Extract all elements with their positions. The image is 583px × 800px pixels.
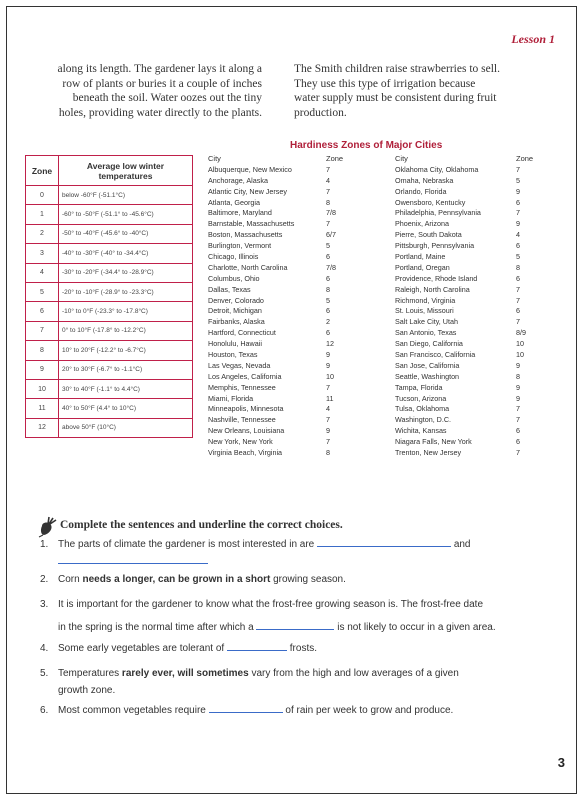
city-row: [208, 372, 368, 383]
city-zone: 6: [516, 273, 520, 283]
answer-blank-3[interactable]: [256, 621, 334, 630]
city-row: [208, 350, 368, 361]
city-zone: 7: [516, 295, 520, 305]
intro-text-right: The Smith children raise strawberries to sell. They use this type of irrigation because water supply must be consistent during fruit production.: [294, 63, 500, 119]
city-name: Columbus, Ohio: [208, 273, 260, 283]
city-name: Los Angeles, California: [208, 371, 282, 381]
city-name: Atlantic City, New Jersey: [208, 186, 287, 196]
city-zone: 6: [516, 306, 520, 316]
zone-number: 6: [26, 302, 59, 321]
city-zone: 2: [326, 317, 330, 327]
city-row: [395, 448, 565, 459]
city-name: Tulsa, Oklahoma: [395, 404, 450, 414]
city-row: [208, 404, 368, 415]
question-6: 6. Most common vegetables require of rain per week to grow and produce.: [40, 705, 454, 716]
city-name: Oklahoma City, Oklahoma: [395, 164, 479, 174]
city-row: [208, 383, 368, 394]
city-zone: 8: [326, 284, 330, 294]
city-row: [208, 176, 368, 187]
city-row: [208, 361, 368, 372]
city-name: San Antonio, Texas: [395, 328, 457, 338]
city-row: [208, 317, 368, 328]
city-zone: 4: [326, 175, 330, 185]
answer-blank-4[interactable]: [227, 642, 287, 651]
zone-number: 11: [26, 399, 59, 418]
question-2: 2. Corn needs a longer, can be grown in a short growing season.: [40, 574, 346, 585]
city-row: [395, 252, 565, 263]
city-list-header: City Zone: [395, 154, 534, 163]
city-name: Miami, Florida: [208, 393, 254, 403]
city-zone: 8: [516, 262, 520, 272]
city-row: [208, 165, 368, 176]
city-row: [208, 263, 368, 274]
zone-row: [26, 418, 193, 437]
city-name: Providence, Rhode Island: [395, 273, 478, 283]
city-zone: 7: [326, 415, 330, 425]
city-row: [208, 394, 368, 405]
zone-temperature: -10° to 0°F (-23.3° to -17.8°C): [59, 302, 193, 321]
city-row: [395, 187, 565, 198]
city-row: [395, 394, 565, 405]
question-1: 1. The parts of climate the gardener is most interested in are and: [40, 536, 560, 570]
city-zone: 4: [516, 230, 520, 240]
zone-number: 12: [26, 418, 59, 437]
city-zone: 8: [516, 371, 520, 381]
city-name: Atlanta, Georgia: [208, 197, 260, 207]
city-zone: 6: [516, 426, 520, 436]
city-name: Houston, Texas: [208, 350, 258, 360]
zone-temperature: -40° to -30°F (-40° to -34.4°C): [59, 244, 193, 263]
city-row: [395, 404, 565, 415]
city-row: [208, 187, 368, 198]
city-name: Charlotte, North Carolina: [208, 262, 288, 272]
city-row: [208, 339, 368, 350]
city-name: Barnstable, Massachusetts: [208, 219, 295, 229]
zone-temperature: 30° to 40°F (-1.1° to 4.4°C): [59, 379, 193, 398]
page-number: 3: [557, 755, 565, 770]
city-row: [395, 241, 565, 252]
city-row: [395, 230, 565, 241]
zone-temperature: above 50°F (10°C): [59, 418, 193, 437]
city-name: Detroit, Michigan: [208, 306, 262, 316]
city-name: St. Louis, Missouri: [395, 306, 454, 316]
city-name: Minneapolis, Minnesota: [208, 404, 284, 414]
city-row: [395, 317, 565, 328]
city-name: Fairbanks, Alaska: [208, 317, 265, 327]
zone-number: 2: [26, 224, 59, 243]
city-name: Burlington, Vermont: [208, 241, 272, 251]
city-name: Salt Lake City, Utah: [395, 317, 458, 327]
city-row: [395, 296, 565, 307]
city-row: [208, 285, 368, 296]
city-name: San Diego, California: [395, 339, 463, 349]
city-zone: 9: [516, 186, 520, 196]
city-zone: 10: [516, 350, 524, 360]
zone-temperature: -60° to -50°F (-51.1° to -45.6°C): [59, 205, 193, 224]
zone-row: [26, 379, 193, 398]
zone-row: [26, 321, 193, 340]
city-name: Trenton, New Jersey: [395, 448, 462, 458]
city-zone: 4: [326, 404, 330, 414]
city-zone: 12: [326, 339, 334, 349]
zone-row: [26, 399, 193, 418]
zone-temperature: 0° to 10°F (-17.8° to -12.2°C): [59, 321, 193, 340]
zone-row: [26, 302, 193, 321]
city-name: Honolulu, Hawaii: [208, 339, 262, 349]
city-row: [208, 219, 368, 230]
city-name: Nashville, Tennessee: [208, 415, 276, 425]
city-name: Chicago, Illinois: [208, 252, 259, 262]
city-name: Richmond, Virginia: [395, 295, 456, 305]
city-name: Seattle, Washington: [395, 371, 460, 381]
lesson-label: Lesson 1: [511, 32, 555, 46]
zone-row: [26, 360, 193, 379]
city-zone: 9: [326, 426, 330, 436]
zone-temperature: 10° to 20°F (-12.2° to -6.7°C): [59, 341, 193, 360]
city-zone: 7: [326, 219, 330, 229]
city-name: Pittsburgh, Pennsylvania: [395, 241, 475, 251]
city-row: [208, 426, 368, 437]
city-zone: 6: [516, 241, 520, 251]
zone-number: 1: [26, 205, 59, 224]
zone-row: [26, 263, 193, 282]
city-name: Tampa, Florida: [395, 382, 443, 392]
hardiness-zones-title: Hardiness Zones of Major Cities: [290, 140, 443, 151]
city-name: New Orleans, Louisiana: [208, 426, 285, 436]
city-row: [395, 176, 565, 187]
city-zone: 6: [326, 273, 330, 283]
temperature-column-header: Average low winter temperatures: [59, 156, 193, 186]
city-row: [395, 426, 565, 437]
city-zone: 7/8: [326, 208, 336, 218]
city-row: [208, 230, 368, 241]
city-zone: 9: [326, 350, 330, 360]
city-row: [395, 165, 565, 176]
city-name: Raleigh, North Carolina: [395, 284, 470, 294]
city-row: [208, 198, 368, 209]
city-row: [395, 285, 565, 296]
city-row: [208, 252, 368, 263]
city-row: [208, 448, 368, 459]
city-zone: 8: [326, 448, 330, 458]
city-zone: 6: [326, 306, 330, 316]
city-zone: 5: [516, 252, 520, 262]
city-zone: 8/9: [516, 328, 526, 338]
city-zone: 6: [516, 197, 520, 207]
city-row: [208, 328, 368, 339]
city-name: Anchorage, Alaska: [208, 175, 268, 185]
question-5: 5. Temperatures rarely ever, will sometimes vary from the high and low averages of a given growth zone.: [40, 668, 459, 696]
city-row: [208, 274, 368, 285]
exercise-title: Complete the sentences and underline the correct choices.: [60, 519, 343, 531]
city-zone: 7: [516, 448, 520, 458]
city-name: Phoenix, Arizona: [395, 219, 449, 229]
city-name: Orlando, Florida: [395, 186, 447, 196]
answer-blank-6[interactable]: [209, 704, 283, 713]
zone-temperature: below -60°F (-51.1°C): [59, 186, 193, 205]
city-zone: 6: [326, 328, 330, 338]
city-name: Portland, Maine: [395, 252, 446, 262]
city-row: [395, 372, 565, 383]
city-name: Baltimore, Maryland: [208, 208, 272, 218]
city-name: Portland, Oregan: [395, 262, 450, 272]
city-row: [395, 208, 565, 219]
city-zone: 6: [516, 437, 520, 447]
choice-text[interactable]: rarely ever, will sometimes: [121, 668, 249, 679]
zone-number: 3: [26, 244, 59, 263]
city-row: [208, 306, 368, 317]
city-name: Dallas, Texas: [208, 284, 251, 294]
answer-blank-1b[interactable]: [58, 555, 208, 564]
city-row: [208, 241, 368, 252]
intro-text-left: along its length. The gardener lays it along a row of plants or buries it a couple of inches beneath the soil. Water oozes out the tiny holes, providing water directly to the plants.: [57, 63, 262, 119]
city-name: Owensboro, Kentucky: [395, 197, 466, 207]
city-zone: 9: [516, 382, 520, 392]
city-zone: 9: [326, 360, 330, 370]
zone-column-header: Zone: [26, 156, 59, 186]
zone-number: 4: [26, 263, 59, 282]
city-row: [395, 339, 565, 350]
zone-table-header: [26, 156, 193, 186]
city-zone: 5: [326, 295, 330, 305]
city-zone: 10: [516, 339, 524, 349]
city-zone: 9: [516, 393, 520, 403]
city-name: Washington, D.C.: [395, 415, 452, 425]
city-zone: 10: [326, 371, 334, 381]
city-zone: 7: [516, 317, 520, 327]
zone-row: [26, 341, 193, 360]
city-zone: 7: [326, 382, 330, 392]
city-name: New York, New York: [208, 437, 273, 447]
zone-row: [26, 244, 193, 263]
zone-temperature: -50° to -40°F (-45.6° to -40°C): [59, 224, 193, 243]
city-row: [395, 383, 565, 394]
city-zone: 9: [516, 360, 520, 370]
zone-number: 8: [26, 341, 59, 360]
city-zone: 7: [326, 186, 330, 196]
city-list-left: [208, 154, 368, 459]
zone-number: 10: [26, 379, 59, 398]
city-row: [395, 350, 565, 361]
city-row: [395, 219, 565, 230]
zone-row: [26, 186, 193, 205]
zone-temperature: 40° to 50°F (4.4° to 10°C): [59, 399, 193, 418]
city-zone: 7/8: [326, 262, 336, 272]
city-zone: 7: [326, 437, 330, 447]
city-zone: 7: [516, 404, 520, 414]
city-list-right: [395, 154, 565, 459]
zone-temperature: -20° to -10°F (-28.9° to -23.3°C): [59, 282, 193, 301]
city-name: Hartford, Connecticut: [208, 328, 276, 338]
zone-temperature-table: [25, 155, 193, 438]
city-row: [395, 328, 565, 339]
city-row: [395, 415, 565, 426]
city-zone: 7: [516, 208, 520, 218]
city-zone: 11: [326, 393, 334, 403]
city-name: Virginia Beach, Virginia: [208, 448, 283, 458]
city-name: Boston, Massachusetts: [208, 230, 283, 240]
city-zone: 8: [326, 197, 330, 207]
city-name: Wichita, Kansas: [395, 426, 447, 436]
city-zone: 6/7: [326, 230, 336, 240]
zone-number: 5: [26, 282, 59, 301]
zone-row: [26, 205, 193, 224]
city-row: [395, 198, 565, 209]
city-name: Las Vegas, Nevada: [208, 360, 271, 370]
city-zone: 7: [516, 415, 520, 425]
question-3: 3. It is important for the gardener to know what the frost-free growing season is. The frost-free date in the spring is the normal time after which a is not likely to occur in a given area.: [40, 599, 496, 633]
city-row: [395, 263, 565, 274]
city-zone: 9: [516, 219, 520, 229]
city-name: Omaha, Nebraska: [395, 175, 454, 185]
city-name: Tucson, Arizona: [395, 393, 447, 403]
city-zone: 7: [326, 164, 330, 174]
city-name: Denver, Colorado: [208, 295, 264, 305]
choice-text[interactable]: needs a longer, can be grown in a short: [82, 574, 271, 585]
city-row: [395, 274, 565, 285]
zone-number: 7: [26, 321, 59, 340]
city-row: [395, 306, 565, 317]
city-zone: 6: [326, 252, 330, 262]
zone-row: [26, 282, 193, 301]
zone-row: [26, 224, 193, 243]
city-row: [208, 415, 368, 426]
city-row: [208, 296, 368, 307]
city-row: [208, 437, 368, 448]
city-list-header: City Zone: [208, 154, 344, 163]
zone-temperature: -30° to -20°F (-34.4° to -28.9°C): [59, 263, 193, 282]
answer-blank-1a[interactable]: [317, 538, 451, 547]
city-name: Pierre, South Dakota: [395, 230, 462, 240]
city-zone: 5: [326, 241, 330, 251]
city-name: Albuquerque, New Mexico: [208, 164, 292, 174]
zone-number: 9: [26, 360, 59, 379]
city-zone: 5: [516, 175, 520, 185]
zone-temperature: 20° to 30°F (-6.7° to -1.1°C): [59, 360, 193, 379]
zone-number: 0: [26, 186, 59, 205]
city-zone: 7: [516, 164, 520, 174]
city-row: [395, 361, 565, 372]
question-4: 4. Some early vegetables are tolerant of frosts.: [40, 643, 318, 654]
city-row: [208, 208, 368, 219]
city-name: Memphis, Tennessee: [208, 382, 276, 392]
city-name: Philadelphia, Pennsylvania: [395, 208, 481, 218]
city-row: [395, 437, 565, 448]
city-name: San Jose, California: [395, 360, 460, 370]
city-name: Niagara Falls, New York: [395, 437, 472, 447]
city-name: San Francisco, California: [395, 350, 476, 360]
city-zone: 7: [516, 284, 520, 294]
